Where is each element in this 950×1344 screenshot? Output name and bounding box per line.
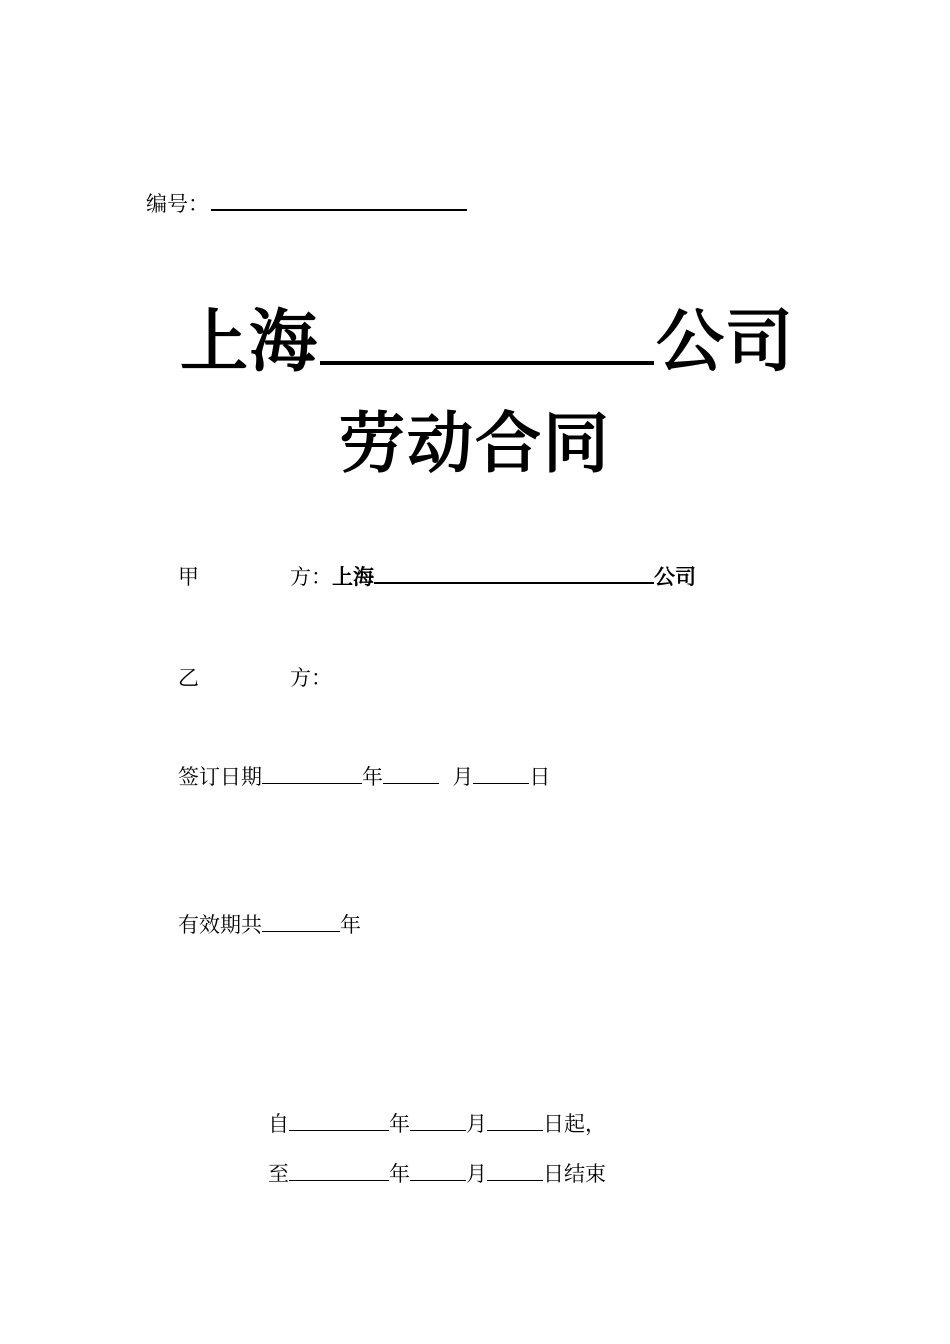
party-a-suffix: 公司 — [654, 565, 696, 589]
from-month-blank[interactable] — [410, 1112, 466, 1131]
serial-number-blank[interactable] — [211, 190, 467, 211]
party-a-label-suffix: 方： — [290, 565, 332, 589]
validity-unit: 年 — [340, 913, 361, 937]
company-title-prefix: 上海 — [180, 303, 319, 382]
sign-month-blank[interactable] — [383, 765, 439, 784]
party-a-label: 甲 — [178, 565, 199, 589]
company-title — [180, 288, 794, 385]
sign-day-blank[interactable] — [473, 765, 529, 784]
sign-date-row — [178, 761, 550, 791]
from-day-suffix: 日起， — [543, 1112, 606, 1136]
sign-year-blank[interactable] — [262, 765, 362, 784]
validity-years-blank[interactable] — [262, 913, 340, 932]
sign-month-unit: 月 — [452, 765, 474, 789]
sign-day-unit: 日 — [529, 765, 551, 789]
validity-label: 有效期共 — [178, 913, 262, 937]
serial-number-row — [146, 188, 467, 218]
to-year-blank[interactable] — [289, 1162, 389, 1181]
company-name-blank[interactable] — [320, 301, 654, 365]
party-b-label-suffix: 方： — [290, 666, 332, 690]
serial-number-label: 编号： — [146, 192, 209, 216]
to-month-unit: 月 — [466, 1162, 487, 1186]
from-year-unit: 年 — [389, 1112, 410, 1136]
party-b-field — [290, 662, 332, 692]
sign-date-label: 签订日期 — [178, 765, 262, 789]
validity-row — [178, 909, 361, 939]
to-day-blank[interactable] — [487, 1162, 543, 1181]
to-year-unit: 年 — [389, 1162, 410, 1186]
from-month-unit: 月 — [466, 1112, 487, 1136]
period-to-prefix: 至 — [268, 1162, 289, 1186]
period-from-row — [268, 1108, 606, 1138]
sign-year-unit: 年 — [362, 765, 383, 789]
party-a-prefix: 上海 — [332, 565, 374, 589]
to-month-blank[interactable] — [410, 1162, 466, 1181]
party-b-label: 乙 — [178, 666, 199, 690]
from-year-blank[interactable] — [289, 1112, 389, 1131]
to-day-suffix: 日结束 — [543, 1162, 606, 1186]
party-a-field — [290, 561, 696, 591]
company-title-suffix: 公司 — [656, 303, 795, 382]
from-day-blank[interactable] — [487, 1112, 543, 1131]
document-title: 劳动合同 — [339, 405, 611, 482]
period-to-row — [268, 1158, 606, 1188]
period-from-prefix: 自 — [268, 1112, 289, 1136]
party-a-name-blank[interactable] — [374, 562, 654, 584]
